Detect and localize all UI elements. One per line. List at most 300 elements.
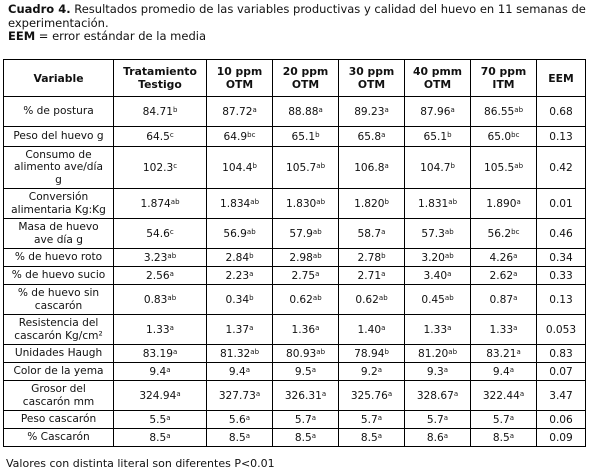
cell-value: 1.33 — [146, 323, 170, 336]
cell-value: 87.96 — [420, 105, 451, 118]
cell-value: 9.4 — [492, 365, 510, 378]
cell-value: 83.19 — [142, 347, 174, 360]
eem-cell: 0.06 — [537, 411, 586, 429]
significance-letter: a — [245, 431, 251, 440]
value-cell — [273, 429, 339, 447]
significance-letter: a — [173, 347, 178, 356]
cell-value: 5.7 — [294, 413, 312, 426]
cell-value: 1.40 — [357, 323, 382, 336]
significance-letter: ab — [378, 293, 388, 302]
cell-value: 325.76 — [350, 389, 388, 402]
cell-value: 65.1 — [291, 130, 316, 143]
column-header-text: Variable — [33, 71, 84, 85]
cell-value: 80.93 — [285, 347, 317, 360]
significance-letter: ab — [170, 197, 180, 206]
value-cell — [207, 127, 273, 147]
variable-label — [4, 147, 114, 189]
cell-value: 0.62 — [289, 293, 313, 306]
variable-label-text: Unidades Haugh — [14, 347, 103, 360]
column-header — [207, 60, 273, 97]
variable-label — [4, 267, 114, 285]
table-row — [4, 267, 586, 285]
variable-label-text: cascarón mm — [22, 395, 95, 408]
cell-value: 64.5 — [146, 130, 170, 143]
value-cell — [405, 345, 471, 363]
value-cell — [207, 315, 273, 345]
value-cell — [273, 363, 339, 381]
variable-label-text: Peso cascarón — [20, 413, 97, 426]
significance-letter: b — [450, 161, 455, 170]
variable-label-text: % Cascarón — [27, 431, 90, 444]
cell-value: 2.75 — [291, 269, 316, 282]
cell-value: 8.5 — [360, 431, 378, 444]
cell-value: 104.7 — [420, 161, 451, 174]
significance-letter: a — [166, 365, 171, 374]
value-cell — [405, 315, 471, 345]
significance-letter: a — [516, 197, 521, 206]
eem-cell: 0.13 — [537, 285, 586, 315]
cell-value: 57.3 — [421, 227, 445, 240]
cell-value: 88.88 — [288, 105, 319, 118]
column-header-text: OTM — [357, 78, 386, 91]
significance-letter: ab — [312, 227, 322, 236]
cell-value: 3.20 — [421, 251, 445, 264]
significance-letter: b — [249, 251, 254, 260]
cell-value: 1.834 — [219, 197, 251, 210]
cell-value: 5.7 — [492, 413, 510, 426]
value-cell — [471, 315, 537, 345]
cell-value: 5.6 — [228, 413, 246, 426]
value-cell — [339, 249, 405, 267]
significance-letter: b — [172, 105, 178, 114]
significance-letter: a — [315, 323, 320, 332]
significance-letter: ab — [250, 347, 260, 356]
value-cell — [207, 285, 273, 315]
table-row — [4, 411, 586, 429]
cell-value: 1.874 — [140, 197, 171, 210]
cell-value: 8.5 — [149, 431, 167, 444]
variable-label — [4, 285, 114, 315]
eem-cell: 0.13 — [537, 127, 586, 147]
table-row — [4, 219, 586, 249]
significance-letter: ab — [316, 197, 326, 206]
variable-label — [4, 429, 114, 447]
column-header-text: 70 ppm — [480, 65, 527, 78]
caption-text: Resultados promedio de las variables productivas y calidad del huevo en 11 semanas de — [70, 2, 586, 16]
cell-value: 9.3 — [426, 365, 444, 378]
significance-letter: a — [311, 365, 317, 374]
cell-value: 326.31 — [284, 389, 322, 402]
variable-label — [4, 363, 114, 381]
cell-value: 1.831 — [417, 197, 449, 210]
variable-label-text: Consumo de — [25, 148, 92, 161]
value-cell — [471, 285, 537, 315]
significance-letter: ab — [167, 293, 177, 302]
value-cell — [273, 381, 339, 411]
cell-value: 8.5 — [228, 431, 246, 444]
significance-letter: b — [447, 130, 452, 139]
cell-value: 105.7 — [285, 161, 317, 174]
value-cell — [207, 381, 273, 411]
significance-letter: a — [321, 389, 327, 398]
value-cell — [273, 345, 339, 363]
significance-letter: ab — [444, 293, 454, 302]
value-cell — [114, 429, 207, 447]
column-header-text: EEM — [548, 71, 574, 85]
column-header-text: 10 ppm — [216, 65, 263, 78]
value-cell — [114, 267, 207, 285]
column-header — [114, 60, 207, 97]
cell-value: 105.5 — [483, 161, 515, 174]
significance-letter: ab — [448, 197, 458, 206]
results-table — [3, 59, 586, 447]
significance-letter: ab — [444, 251, 454, 260]
value-cell — [471, 267, 537, 285]
variable-label — [4, 127, 114, 147]
value-cell — [471, 249, 537, 267]
significance-letter: a — [311, 413, 317, 422]
significance-letter: ab — [448, 347, 458, 356]
cell-value: 324.94 — [139, 389, 177, 402]
significance-letter: ab — [312, 251, 322, 260]
significance-letter: a — [381, 323, 386, 332]
variable-label-text: ave día g — [34, 233, 83, 246]
significance-letter: a — [169, 269, 174, 278]
variable-label-text: % de huevo sin — [17, 287, 100, 299]
significance-letter: a — [252, 105, 257, 114]
value-cell — [114, 381, 207, 411]
variable-label-text: Color de la yema — [13, 365, 104, 378]
significance-letter: ab — [316, 347, 326, 356]
significance-letter: a — [453, 389, 459, 398]
table-row — [4, 429, 586, 447]
significance-letter: a — [513, 323, 518, 332]
value-cell — [114, 147, 207, 189]
significance-letter: b — [384, 197, 389, 206]
value-cell — [339, 315, 405, 345]
variable-label — [4, 345, 114, 363]
cell-value: 0.34 — [225, 293, 250, 306]
value-cell — [114, 345, 207, 363]
significance-letter: a — [381, 269, 386, 278]
cell-value: 106.8 — [354, 161, 385, 174]
cell-value: 84.71 — [142, 105, 173, 118]
cell-value: 5.7 — [360, 413, 378, 426]
significance-letter: a — [377, 431, 383, 440]
value-cell — [273, 97, 339, 127]
cell-value: 0.83 — [143, 293, 168, 306]
significance-letter: a — [509, 365, 515, 374]
variable-label-text: Resistencia del — [18, 317, 99, 329]
value-cell — [339, 267, 405, 285]
footnote: Valores con distinta literal son diferentes P<0.01 — [6, 457, 275, 470]
significance-letter: a — [318, 105, 323, 114]
significance-letter: a — [513, 269, 518, 278]
significance-letter: a — [169, 323, 174, 332]
value-cell — [405, 189, 471, 219]
value-cell — [207, 147, 273, 189]
value-cell — [339, 285, 405, 315]
significance-letter: c — [169, 227, 174, 236]
value-cell — [471, 97, 537, 127]
cell-value: 2.71 — [357, 269, 382, 282]
significance-letter: a — [311, 431, 317, 440]
table-row — [4, 363, 586, 381]
significance-letter: ab — [514, 105, 524, 114]
column-header-text: Tratamiento — [123, 65, 197, 78]
value-cell — [471, 127, 537, 147]
column-header-text: 30 ppm — [348, 65, 395, 78]
significance-letter: a — [377, 413, 383, 422]
cell-value: 2.62 — [489, 269, 514, 282]
significance-letter: a — [245, 365, 251, 374]
significance-letter: a — [443, 413, 449, 422]
table-row — [4, 315, 586, 345]
eem-cell: 0.07 — [537, 363, 586, 381]
table-row — [4, 381, 586, 411]
value-cell — [471, 189, 537, 219]
value-cell — [207, 411, 273, 429]
value-cell — [471, 429, 537, 447]
value-cell — [207, 363, 273, 381]
variable-label-text: g — [55, 173, 62, 186]
value-cell — [207, 219, 273, 249]
value-cell — [471, 363, 537, 381]
eem-abbreviation: EEM — [8, 29, 36, 43]
column-header — [339, 60, 405, 97]
value-cell — [207, 97, 273, 127]
value-cell — [471, 345, 537, 363]
value-cell — [405, 127, 471, 147]
cell-value: 9.4 — [228, 365, 246, 378]
eem-cell: 0.83 — [537, 345, 586, 363]
eem-cell: 0.46 — [537, 219, 586, 249]
cell-value: 2.56 — [146, 269, 170, 282]
value-cell — [114, 249, 207, 267]
cell-value: 1.33 — [489, 323, 514, 336]
value-cell — [339, 345, 405, 363]
value-cell — [405, 411, 471, 429]
significance-letter: b — [381, 251, 386, 260]
eem-cell: 3.47 — [537, 381, 586, 411]
value-cell — [207, 345, 273, 363]
value-cell — [114, 285, 207, 315]
cell-value: 0.45 — [421, 293, 445, 306]
cell-value: 8.5 — [492, 431, 510, 444]
variable-label-text: Grosor del — [31, 383, 86, 395]
value-cell — [471, 411, 537, 429]
significance-letter: a — [381, 130, 386, 139]
value-cell — [114, 411, 207, 429]
significance-letter: a — [513, 251, 518, 260]
variable-label-text: % de huevo sucio — [11, 269, 106, 282]
cell-value: 3.40 — [423, 269, 448, 282]
significance-letter: a — [384, 105, 389, 114]
variable-label — [4, 381, 114, 411]
significance-letter: ab — [316, 161, 326, 170]
significance-letter: c — [169, 130, 174, 139]
cell-value: 2.23 — [225, 269, 250, 282]
value-cell — [273, 411, 339, 429]
significance-letter: b — [249, 293, 254, 302]
eem-cell: 0.68 — [537, 97, 586, 127]
table-row — [4, 127, 586, 147]
cell-value: 64.9 — [223, 130, 248, 143]
eem-definition: = error estándar de la media — [35, 29, 206, 43]
value-cell — [339, 363, 405, 381]
value-cell — [273, 285, 339, 315]
significance-letter: a — [384, 161, 389, 170]
cell-value: 78.94 — [354, 347, 385, 360]
caption-label: Cuadro 4. — [8, 2, 71, 16]
cell-value: 86.55 — [483, 105, 515, 118]
variable-label-text: cascarón Kg/cm² — [14, 329, 103, 342]
significance-letter: a — [519, 389, 525, 398]
column-header-text: 20 ppm — [282, 65, 329, 78]
significance-letter: ab — [444, 227, 454, 236]
column-header — [273, 60, 339, 97]
value-cell — [405, 285, 471, 315]
significance-letter: a — [509, 431, 515, 440]
significance-letter: a — [166, 431, 171, 440]
column-header-text: Testigo — [138, 78, 182, 91]
cell-value: 81.20 — [417, 347, 449, 360]
value-cell — [405, 363, 471, 381]
significance-letter: b — [384, 347, 389, 356]
variable-label — [4, 189, 114, 219]
cell-value: 104.4 — [222, 161, 253, 174]
value-cell — [114, 127, 207, 147]
cell-value: 5.5 — [149, 413, 167, 426]
table-row — [4, 97, 586, 127]
column-header-text: OTM — [423, 78, 452, 91]
value-cell — [114, 219, 207, 249]
value-cell — [273, 249, 339, 267]
variable-label — [4, 315, 114, 345]
cell-value: 328.67 — [416, 389, 454, 402]
cell-value: 83.21 — [486, 347, 517, 360]
column-header-text: 40 pmm — [412, 65, 462, 78]
significance-letter: a — [443, 365, 449, 374]
column-header — [4, 60, 114, 97]
variable-label — [4, 219, 114, 249]
significance-letter: a — [377, 365, 383, 374]
cell-value: 65.1 — [423, 130, 448, 143]
cell-value: 0.87 — [489, 293, 514, 306]
significance-letter: bc — [511, 227, 520, 236]
value-cell — [471, 147, 537, 189]
cell-value: 87.72 — [222, 105, 253, 118]
cell-value: 1.36 — [291, 323, 316, 336]
eem-cell: 0.34 — [537, 249, 586, 267]
variable-label-text: % de huevo roto — [14, 251, 103, 264]
significance-letter: ab — [246, 227, 256, 236]
variable-label-text: alimento ave/día — [14, 161, 103, 174]
eem-cell: 0.053 — [537, 315, 586, 345]
significance-letter: b — [315, 130, 320, 139]
value-cell — [339, 411, 405, 429]
significance-letter: ab — [514, 161, 524, 170]
cell-value: 9.5 — [294, 365, 312, 378]
table-row — [4, 147, 586, 189]
cell-value: 65.8 — [357, 130, 382, 143]
variable-label — [4, 411, 114, 429]
value-cell — [207, 429, 273, 447]
value-cell — [114, 315, 207, 345]
value-cell — [273, 219, 339, 249]
significance-letter: a — [381, 227, 386, 236]
value-cell — [471, 381, 537, 411]
cell-value: 1.820 — [354, 197, 385, 210]
value-cell — [114, 363, 207, 381]
table-body — [4, 97, 586, 447]
significance-letter: a — [255, 389, 261, 398]
cell-value: 9.2 — [360, 365, 378, 378]
eem-cell: 0.01 — [537, 189, 586, 219]
cell-value: 56.2 — [487, 227, 512, 240]
cell-value: 1.37 — [225, 323, 250, 336]
significance-letter: a — [245, 413, 251, 422]
column-header — [471, 60, 537, 97]
eem-cell: 0.33 — [537, 267, 586, 285]
value-cell — [273, 267, 339, 285]
value-cell — [339, 381, 405, 411]
variable-label-text: Masa de huevo — [18, 221, 99, 233]
significance-letter: a — [447, 269, 452, 278]
significance-letter: a — [450, 105, 455, 114]
cell-value: 1.830 — [285, 197, 317, 210]
significance-letter: a — [516, 347, 521, 356]
significance-letter: bc — [247, 130, 256, 139]
value-cell — [273, 189, 339, 219]
value-cell — [405, 267, 471, 285]
cell-value: 89.23 — [354, 105, 385, 118]
value-cell — [273, 127, 339, 147]
column-header — [537, 60, 586, 97]
variable-label — [4, 97, 114, 127]
column-header-text: OTM — [225, 78, 254, 91]
significance-letter: a — [176, 389, 181, 398]
table-caption — [8, 3, 586, 44]
eem-cell: 0.42 — [537, 147, 586, 189]
significance-letter: a — [249, 269, 254, 278]
table-row — [4, 345, 586, 363]
cell-value: 2.78 — [357, 251, 382, 264]
value-cell — [405, 429, 471, 447]
cell-value: 54.6 — [146, 227, 170, 240]
variable-label-text: cascarón — [34, 299, 83, 312]
significance-letter: ab — [250, 197, 260, 206]
variable-label-text: % de postura — [23, 105, 94, 118]
significance-letter: a — [443, 431, 449, 440]
table-row — [4, 285, 586, 315]
significance-letter: a — [249, 323, 254, 332]
value-cell — [471, 219, 537, 249]
value-cell — [405, 249, 471, 267]
cell-value: 1.890 — [486, 197, 517, 210]
significance-letter: ab — [167, 251, 177, 260]
value-cell — [273, 147, 339, 189]
cell-value: 327.73 — [218, 389, 256, 402]
significance-letter: a — [447, 323, 452, 332]
cell-value: 3.23 — [143, 251, 168, 264]
cell-value: 9.4 — [149, 365, 167, 378]
table-row — [4, 249, 586, 267]
value-cell — [114, 97, 207, 127]
significance-letter: a — [387, 389, 393, 398]
value-cell — [405, 219, 471, 249]
cell-value: 0.62 — [355, 293, 379, 306]
